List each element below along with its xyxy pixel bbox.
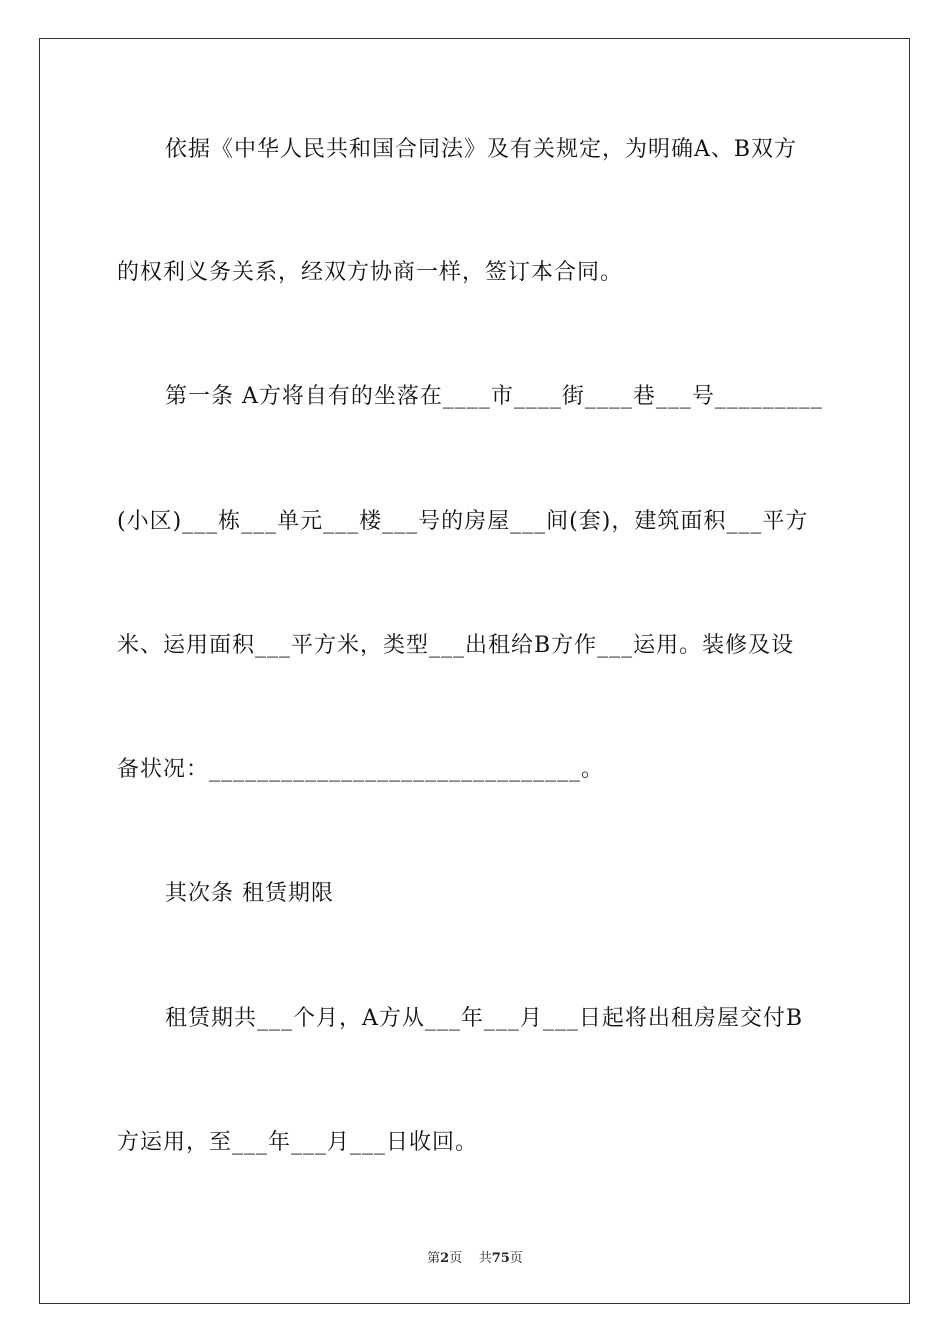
paragraph-line-5: 米、运用面积___平方米，类型___出租给B方作___运用。装修及设 [117, 633, 795, 658]
total-prefix: 共 [478, 1251, 492, 1266]
page-prefix: 第 [427, 1251, 441, 1266]
paragraph-line-8: 方运用，至___年___月___日收回。 [117, 1130, 479, 1155]
paragraph-line-1: 依据《中华人民共和国合同法》及有关规定，为明确A、B双方 [165, 137, 798, 162]
paragraph-line-7: 租赁期共___个月，A方从___年___月___日起将出租房屋交付B [165, 1006, 804, 1031]
paragraph-line-4: (小区)___栋___单元___楼___号的房屋___间(套)，建筑面积___平方 [117, 509, 809, 534]
section-heading: 其次条 租赁期限 [165, 881, 334, 906]
paragraph-line-3: 第一条 A方将自有的坐落在____市____街____巷___号_________ [165, 384, 823, 409]
total-pages: 75 [491, 1251, 510, 1266]
page-number: 2 [440, 1251, 450, 1266]
paragraph-line-6: 备状况：_______________________________。 [117, 757, 605, 782]
paragraph-line-2: 的权利义务关系，经双方协商一样，签订本合同。 [117, 260, 624, 285]
page-footer [0, 1247, 950, 1266]
total-suffix: 页 [509, 1251, 523, 1266]
page-frame [39, 38, 910, 1304]
page-suffix: 页 [449, 1251, 463, 1266]
